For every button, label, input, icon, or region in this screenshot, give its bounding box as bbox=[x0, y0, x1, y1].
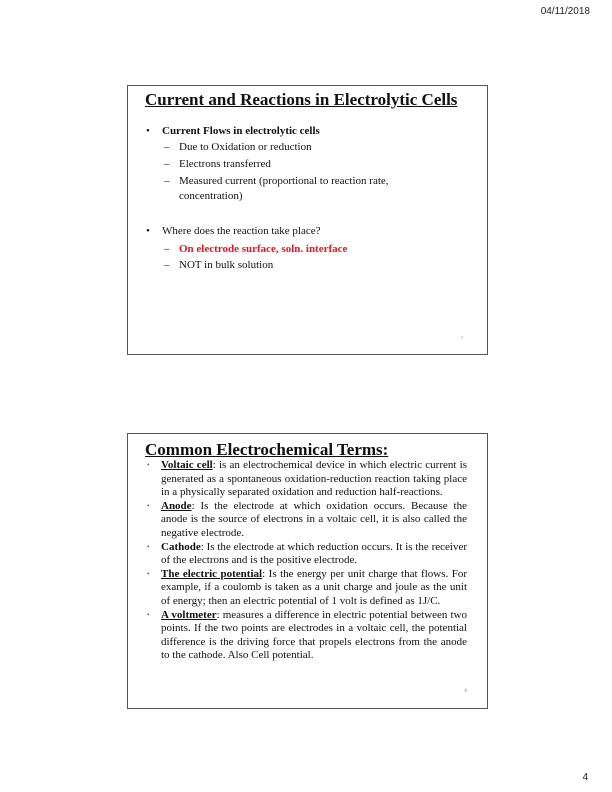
slide-electrochemical-terms bbox=[127, 433, 488, 709]
slide-number: 7 bbox=[460, 337, 463, 342]
bullet-icon: • bbox=[147, 461, 150, 469]
header-date: 04/11/2018 bbox=[540, 6, 590, 17]
sub-bullet-highlight bbox=[164, 242, 464, 257]
bullet-icon: • bbox=[147, 501, 150, 510]
term-item bbox=[145, 459, 467, 500]
bullet-icon: • bbox=[147, 569, 150, 578]
bullet-text: Current Flows in electrolytic cells bbox=[162, 125, 320, 137]
term-definition: : Is the energy per unit charge that flows. For example, if a coulomb is taken as a unit charge and joule as the unit of energy; then an electric potential of 1 volt is defined as 1J/C. bbox=[161, 567, 467, 607]
slide-number: 8 bbox=[464, 689, 467, 694]
bullet-text: Where does the reaction take place? bbox=[162, 225, 321, 237]
term-item bbox=[145, 609, 467, 663]
term-name: The electric potential bbox=[161, 567, 263, 580]
sub-bullet bbox=[164, 157, 464, 172]
term-item bbox=[145, 568, 467, 609]
bullet-icon: • bbox=[147, 542, 150, 551]
term-name: A voltmeter bbox=[161, 608, 217, 621]
term-definition: : Is the electrode at which oxidation occurs. Because the anode is the source of electrons in a voltaic cell, it is also called the negative electrode. bbox=[161, 499, 467, 539]
term-name: Cathode bbox=[161, 540, 201, 553]
dash-icon: – bbox=[164, 259, 170, 271]
sub-bullet-text: Electrons transferred bbox=[179, 158, 271, 170]
sub-bullet bbox=[164, 174, 444, 204]
term-item bbox=[145, 541, 467, 568]
terms-list bbox=[145, 459, 467, 663]
term-definition: : measures a difference in electric potential between two points. If the two points are electrodes in a voltaic cell, the potential difference is the driving force that propels electrons from the anode to the cathode. Also Cell potential. bbox=[161, 608, 468, 662]
bullet-icon: • bbox=[146, 225, 150, 237]
dash-icon: – bbox=[164, 175, 170, 187]
bullet-icon: • bbox=[146, 125, 150, 137]
sub-bullet bbox=[164, 140, 464, 155]
slide-title: Current and Reactions in Electrolytic Cells bbox=[145, 90, 458, 109]
sub-bullet bbox=[164, 258, 464, 273]
slide-current-reactions bbox=[127, 85, 488, 355]
dash-icon: – bbox=[164, 243, 170, 255]
sub-bullet-text: On electrode surface, soln. interface bbox=[179, 243, 348, 255]
term-definition: : is an electrochemical device in which electric current is generated as a spontaneous oxidation-reduction reaction taking place in a physically separated oxidation and reduction half-reactions. bbox=[161, 459, 467, 499]
sub-bullet-text: Due to Oxidation or reduction bbox=[179, 141, 312, 153]
term-definition: : Is the electrode at which reduction occurs. It is the receiver of the electrons and is the positive electrode. bbox=[161, 540, 467, 567]
page-number: 4 bbox=[582, 772, 588, 783]
term-name: Voltaic cell bbox=[161, 459, 213, 471]
bullet-icon: • bbox=[147, 610, 150, 619]
dash-icon: – bbox=[164, 158, 170, 170]
slide-title: Common Electrochemical Terms: bbox=[145, 440, 389, 459]
sub-bullet-text: Measured current (proportional to reaction rate, concentration) bbox=[179, 175, 389, 202]
sub-bullet-text: NOT in bulk solution bbox=[179, 259, 274, 271]
term-item bbox=[145, 500, 467, 541]
dash-icon: – bbox=[164, 141, 170, 153]
term-name: Anode bbox=[161, 499, 192, 512]
